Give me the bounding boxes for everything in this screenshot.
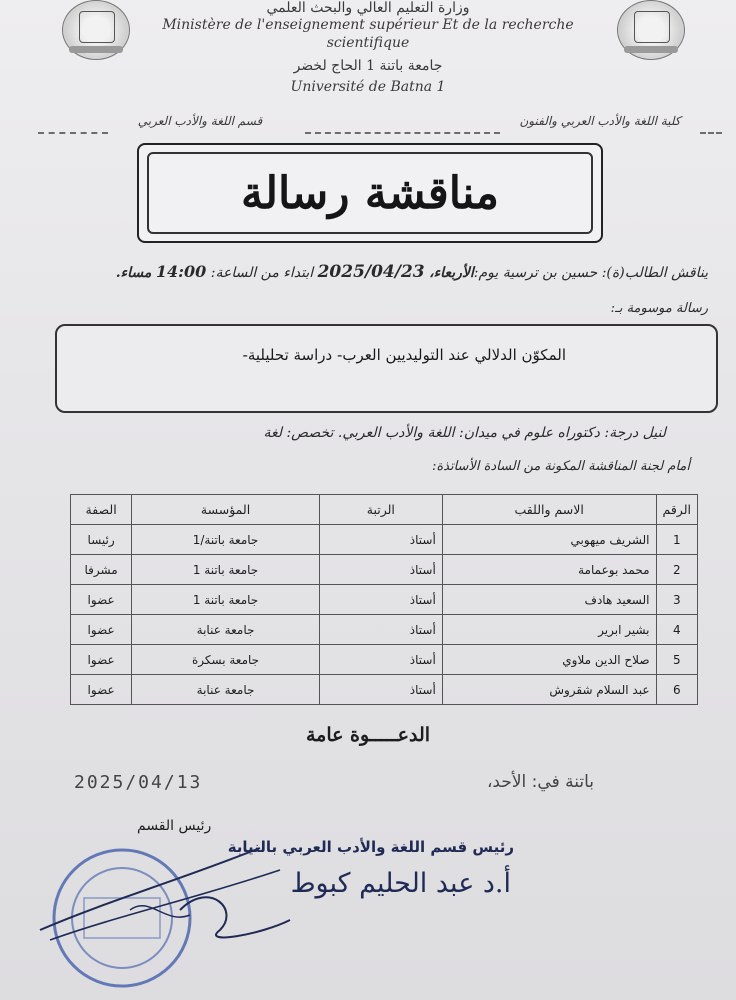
member-rank: أستاذ: [319, 585, 442, 615]
thesis-title: المكوّن الدلالي عند التوليديين العرب- دراسة تحليلية-: [242, 346, 566, 364]
row-number: 5: [656, 645, 697, 675]
invitation-heading: الدعـــــوة عامة: [305, 724, 431, 746]
member-rank: أستاذ: [319, 555, 442, 585]
field-value: اللغة والأدب العربي.: [337, 425, 455, 441]
member-rank: أستاذ: [319, 645, 442, 675]
degree-line: [263, 425, 666, 441]
member-role: رئيسا: [71, 525, 132, 555]
specialty-label: تخصص:: [286, 425, 334, 441]
defense-day: الأربعاء،: [429, 265, 474, 281]
thesis-label: رسالة موسومة بـ:: [610, 301, 708, 316]
signatory-title: رئيس قسم اللغة والأدب العربي بالنيابة: [227, 838, 514, 856]
member-rank: أستاذ: [319, 615, 442, 645]
committee-intro: أمام لجنة المناقشة المكونة من السادة الأساتذة:: [431, 459, 690, 474]
field-label: في ميدان:: [458, 425, 520, 441]
member-name: السعيد هادف: [442, 585, 656, 615]
member-role: عضوا: [71, 645, 132, 675]
col-header-role: الصفة: [71, 495, 132, 525]
student-label: يناقش الطالب(ة):: [601, 265, 708, 281]
title-frame: [137, 143, 603, 243]
table-header-row: [71, 495, 698, 525]
member-name: عبد السلام شقروش: [442, 675, 656, 705]
defense-info-line: [116, 262, 708, 282]
member-role: مشرفا: [71, 555, 132, 585]
member-institution: جامعة باتنة 1: [132, 555, 320, 585]
row-number: 2: [656, 555, 697, 585]
handwritten-signature: [30, 840, 360, 960]
row-number: 4: [656, 615, 697, 645]
row-number: 6: [656, 675, 697, 705]
col-header-institution: المؤسسة: [132, 495, 320, 525]
table-row: [71, 525, 698, 555]
member-name: بشير ابرير: [442, 615, 656, 645]
col-header-name: الاسم واللقب: [442, 495, 656, 525]
member-name: محمد بوعمامة: [442, 555, 656, 585]
table-row: [71, 645, 698, 675]
degree-value: دكتوراه علوم: [524, 425, 600, 441]
col-header-number: الرقم: [656, 495, 697, 525]
defense-date: 2025/04/23: [317, 262, 425, 282]
student-name: حسين بن ترسية: [502, 265, 598, 281]
specialty-value: لغة: [263, 425, 283, 441]
member-name: الشريف ميهوبي: [442, 525, 656, 555]
faculty-name: كلية اللغة والأدب العربي والفنون: [519, 114, 681, 128]
issue-date: 2025/04/13: [74, 772, 203, 793]
table-row: [71, 555, 698, 585]
committee-table: [70, 494, 698, 705]
member-name: صلاح الدين ملاوي: [442, 645, 656, 675]
start-label: ابتداء من الساعة:: [210, 265, 314, 281]
defense-time: 14:00: [155, 262, 207, 281]
department-head-label: رئيس القسم: [137, 818, 212, 834]
thesis-frame: [55, 324, 718, 413]
row-number: 3: [656, 585, 697, 615]
degree-label: لنيل درجة:: [604, 425, 666, 441]
member-rank: أستاذ: [319, 525, 442, 555]
header-divider-left: [38, 132, 108, 134]
ministry-arabic: وزارة التعليم العالي والبحث العلمي: [266, 0, 470, 16]
member-role: عضوا: [71, 615, 132, 645]
header-divider-right: [700, 132, 722, 134]
header-divider-middle: [305, 132, 500, 134]
member-institution: جامعة باتنة 1: [132, 585, 320, 615]
document-title: مناقشة رسالة: [241, 167, 499, 219]
row-number: 1: [656, 525, 697, 555]
ministry-french-line2: scientifique: [326, 35, 410, 51]
member-rank: أستاذ: [319, 675, 442, 705]
signatory-name: أ.د عبد الحليم كبوط: [290, 868, 511, 899]
member-institution: جامعة بسكرة: [132, 645, 320, 675]
member-role: عضوا: [71, 675, 132, 705]
defense-period: مساء.: [115, 265, 152, 281]
issue-place-label: باتنة في: الأحد،: [486, 772, 594, 792]
member-role: عضوا: [71, 585, 132, 615]
ministry-french-line1: Ministère de l'enseignement supérieur Et de la recherche: [162, 17, 574, 33]
table-row: [71, 675, 698, 705]
table-row: [71, 615, 698, 645]
member-institution: جامعة باتنة/1: [132, 525, 320, 555]
day-label: يوم:: [473, 265, 499, 281]
department-name: قسم اللغة والأدب العربي: [137, 114, 263, 128]
university-french: Université de Batna 1: [290, 79, 446, 95]
member-institution: جامعة عنابة: [132, 675, 320, 705]
university-arabic: جامعة باتنة 1 الحاج لخضر: [293, 58, 443, 74]
col-header-rank: الرتبة: [319, 495, 442, 525]
table-row: [71, 585, 698, 615]
member-institution: جامعة عنابة: [132, 615, 320, 645]
